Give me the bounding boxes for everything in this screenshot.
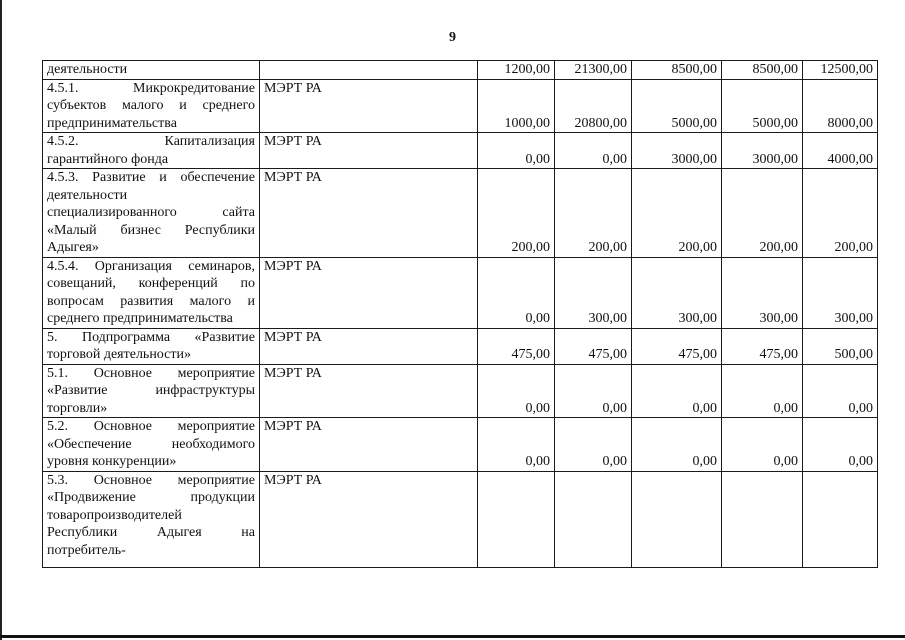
- value-cell: 3000,00: [722, 133, 803, 169]
- value-cell: 5000,00: [632, 79, 722, 133]
- value-cell: [478, 471, 555, 567]
- table-row: [43, 79, 878, 133]
- value-cell: 8500,00: [632, 61, 722, 80]
- executor: МЭРТ РА: [260, 328, 478, 364]
- value-cell: 200,00: [803, 169, 878, 258]
- value-cell: 12500,00: [803, 61, 878, 80]
- value-cell: 0,00: [632, 364, 722, 418]
- value-cell: 1200,00: [478, 61, 555, 80]
- event-name: 4.5.3. Развитие и обеспечение деятельности специализированного сайта «Малый бизнес Республики Адыгея»: [43, 169, 260, 258]
- value-cell: 8000,00: [803, 79, 878, 133]
- table-row: [43, 364, 878, 418]
- value-cell: 0,00: [722, 418, 803, 472]
- value-cell: 0,00: [803, 418, 878, 472]
- table-row: [43, 257, 878, 328]
- value-cell: 200,00: [632, 169, 722, 258]
- value-cell: 200,00: [722, 169, 803, 258]
- event-name: 5.3. Основное мероприятие «Продвижение продукции товаропроизводителей Республики Адыгея на потребитель-: [43, 471, 260, 567]
- scan-bottom-border: [0, 635, 905, 638]
- executor: МЭРТ РА: [260, 471, 478, 567]
- event-name: 5.1. Основное мероприятие «Развитие инфраструктуры торговли»: [43, 364, 260, 418]
- value-cell: 3000,00: [632, 133, 722, 169]
- value-cell: 0,00: [478, 364, 555, 418]
- scan-left-edge: [0, 0, 2, 640]
- value-cell: 200,00: [555, 169, 632, 258]
- value-cell: 300,00: [722, 257, 803, 328]
- event-name: 5.2. Основное мероприятие «Обеспечение необходимого уровня конкуренции»: [43, 418, 260, 472]
- value-cell: 4000,00: [803, 133, 878, 169]
- value-cell: 475,00: [722, 328, 803, 364]
- executor: [260, 61, 478, 80]
- table-row: [43, 328, 878, 364]
- value-cell: 1000,00: [478, 79, 555, 133]
- value-cell: 0,00: [632, 418, 722, 472]
- value-cell: 0,00: [803, 364, 878, 418]
- value-cell: 0,00: [555, 133, 632, 169]
- event-name: деятельности: [43, 61, 260, 80]
- table-row: [43, 471, 878, 567]
- value-cell: 475,00: [632, 328, 722, 364]
- page-number: 9: [449, 30, 456, 45]
- value-cell: [555, 471, 632, 567]
- value-cell: 0,00: [478, 133, 555, 169]
- event-name: 5. Подпрограмма «Развитие торговой деятельности»: [43, 328, 260, 364]
- executor: МЭРТ РА: [260, 79, 478, 133]
- value-cell: 0,00: [555, 364, 632, 418]
- event-name: 4.5.4. Организация семинаров, совещаний, конференций по вопросам развития малого и среднего предпринимательства: [43, 257, 260, 328]
- value-cell: 0,00: [722, 364, 803, 418]
- value-cell: 0,00: [478, 418, 555, 472]
- value-cell: 475,00: [478, 328, 555, 364]
- value-cell: 21300,00: [555, 61, 632, 80]
- value-cell: 300,00: [632, 257, 722, 328]
- value-cell: [722, 471, 803, 567]
- value-cell: 200,00: [478, 169, 555, 258]
- event-name: 4.5.2. Капитализация гарантийного фонда: [43, 133, 260, 169]
- value-cell: 475,00: [555, 328, 632, 364]
- executor: МЭРТ РА: [260, 418, 478, 472]
- value-cell: 20800,00: [555, 79, 632, 133]
- value-cell: [803, 471, 878, 567]
- value-cell: 8500,00: [722, 61, 803, 80]
- executor: МЭРТ РА: [260, 169, 478, 258]
- table-row: [43, 418, 878, 472]
- budget-table: [42, 60, 878, 568]
- value-cell: 300,00: [555, 257, 632, 328]
- value-cell: 300,00: [803, 257, 878, 328]
- value-cell: 0,00: [555, 418, 632, 472]
- event-name: 4.5.1. Микрокредитование субъектов малого и среднего предпринимательства: [43, 79, 260, 133]
- value-cell: [632, 471, 722, 567]
- value-cell: 500,00: [803, 328, 878, 364]
- executor: МЭРТ РА: [260, 133, 478, 169]
- executor: МЭРТ РА: [260, 257, 478, 328]
- executor: МЭРТ РА: [260, 364, 478, 418]
- value-cell: 0,00: [478, 257, 555, 328]
- table-row: [43, 61, 878, 80]
- table-row: [43, 133, 878, 169]
- table-row: [43, 169, 878, 258]
- value-cell: 5000,00: [722, 79, 803, 133]
